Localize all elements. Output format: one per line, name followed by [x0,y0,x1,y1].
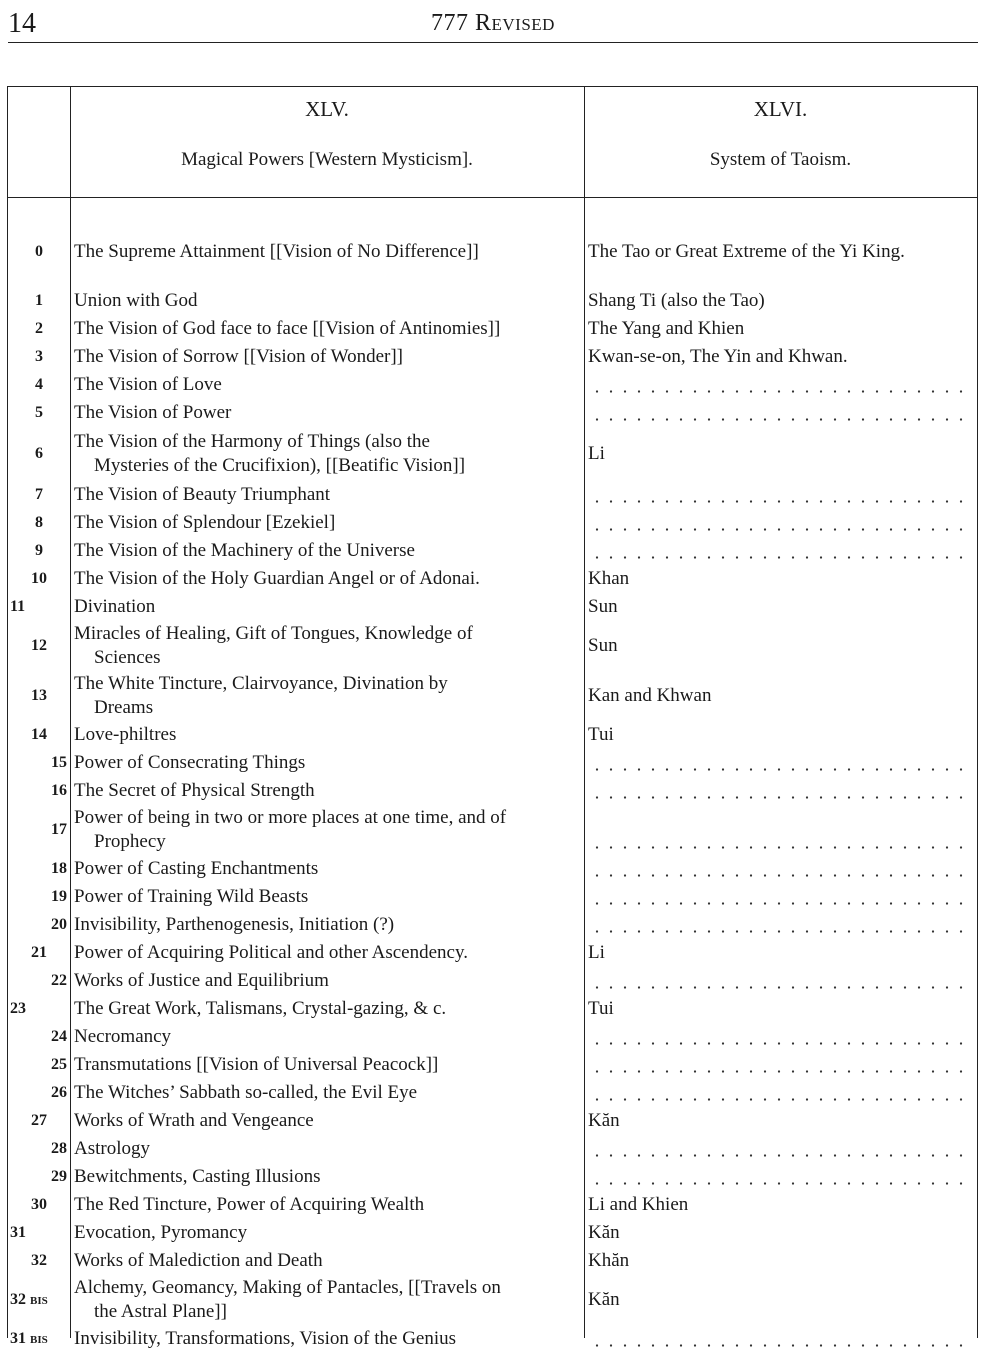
dotted-leader [588,1325,976,1353]
magical-power-line: The Vision of Splendour [Ezekiel] [74,512,336,533]
magical-power-line: Power of Consecrating Things [74,752,306,773]
magical-power-cell [74,749,582,777]
table-header [8,87,977,198]
row-key: 20 [51,916,67,933]
row-key: 22 [51,972,67,989]
table-row [8,1135,977,1163]
table-row [8,1219,977,1247]
magical-power-cell [74,1191,582,1219]
table-row [8,1191,977,1219]
row-key: 25 [51,1056,67,1073]
magical-power-cell [74,315,582,343]
taoism-cell: Tui [588,998,614,1019]
row-key: 21 [31,944,47,961]
magical-power-cell [74,621,582,671]
magical-power-cell [74,371,582,399]
dotted-leader [588,777,976,805]
magical-power-line: Miracles of Healing, Gift of Tongues, Knowledge of [74,623,473,644]
magical-power-line: Invisibility, Parthenogenesis, Initiation (?) [74,914,395,935]
magical-power-line: Power of Acquiring Political and other Ascendency. [74,942,468,963]
magical-power-cell [74,777,582,805]
taoism-cell: Khăn [588,1250,630,1271]
magical-power-cell [74,287,582,315]
table-row [8,287,977,315]
taoism-cell: Tui [588,724,614,745]
row-key: 12 [31,637,47,654]
table-row [8,537,977,565]
row-key: 10 [31,570,47,587]
magical-power-cell [74,805,582,855]
row-key: 32 [31,1252,47,1269]
row-key: 3 [35,348,43,365]
running-title: 777 Revised [431,10,555,36]
magical-power-line: the Astral Plane]] [94,1301,227,1322]
magical-power-line: The Vision of the Holy Guardian Angel or of Adonai. [74,568,480,589]
table-row [8,1023,977,1051]
dotted-leader [588,911,976,939]
magical-power-cell [74,593,582,621]
magical-power-cell [74,227,582,277]
table-row [8,1163,977,1191]
magical-power-line: The Vision of Sorrow [[Vision of Wonder]] [74,346,403,367]
row-key: 17 [51,821,67,838]
magical-power-line: The Great Work, Talismans, Crystal-gazing, & c. [74,998,447,1019]
column-header-magical-powers [70,87,584,197]
table-row [8,967,977,995]
row-key: 26 [51,1084,67,1101]
table-row [8,911,977,939]
magical-power-cell [74,427,582,481]
magical-power-line: The White Tincture, Clairvoyance, Divination by [74,673,448,694]
magical-power-line: The Vision of the Machinery of the Universe [74,540,415,561]
taoism-cell: Sun [588,635,618,656]
row-key: 19 [51,888,67,905]
row-key: 31 [10,1224,26,1241]
magical-power-cell [74,1325,582,1353]
magical-power-line: Bewitchments, Casting Illusions [74,1166,321,1187]
magical-power-cell [74,565,582,593]
magical-power-line: The Vision of Love [74,374,222,395]
magical-power-cell [74,1079,582,1107]
table-row [8,509,977,537]
row-key: 7 [35,486,43,503]
magical-power-cell [74,1051,582,1079]
column-number: XLVI. [753,97,808,121]
taoism-cell: Sun [588,596,618,617]
magical-power-line: Alchemy, Geomancy, Making of Pantacles, [[Travels on [74,1277,501,1298]
table-row [8,227,977,277]
magical-power-line: Works of Justice and Equilibrium [74,970,329,991]
row-key: 29 [51,1168,67,1185]
page-header [8,4,978,43]
dotted-leader [588,749,976,777]
dotted-leader [588,481,976,509]
dotted-leader [588,883,976,911]
table-row [8,939,977,967]
magical-power-line: The Secret of Physical Strength [74,780,315,801]
magical-power-line: Mysteries of the Crucifixion), [[Beatific Vision]] [94,455,466,476]
table-row [8,721,977,749]
taoism-cell: Shang Ti (also the Tao) [588,290,765,311]
table-row [8,1247,977,1275]
magical-power-line: Evocation, Pyromancy [74,1222,248,1243]
table-row [8,593,977,621]
dotted-leader [588,1135,976,1163]
dotted-leader [588,1023,976,1051]
magical-power-line: Works of Malediction and Death [74,1250,323,1271]
row-key: 18 [51,860,67,877]
magical-power-cell [74,967,582,995]
row-key: 31 bis [10,1330,48,1347]
taoism-cell: Kan and Khwan [588,685,712,706]
magical-power-cell [74,721,582,749]
table-row [8,1325,977,1353]
magical-power-cell [74,1107,582,1135]
taoism-cell: The Yang and Khien [588,318,745,339]
magical-power-line: Sciences [94,647,161,668]
row-key: 1 [35,292,43,309]
magical-power-line: The Red Tincture, Power of Acquiring Wealth [74,1194,425,1215]
magical-power-cell [74,883,582,911]
magical-power-cell [74,911,582,939]
row-key: 11 [10,598,26,615]
table-row [8,481,977,509]
taoism-cell: Kăn [588,1110,620,1131]
row-key: 27 [31,1112,47,1129]
table-row [8,1079,977,1107]
column-title: Magical Powers [Western Mysticism]. [181,149,473,170]
magical-power-line: Power of Training Wild Beasts [74,886,309,907]
magical-power-cell [74,1275,582,1325]
taoism-cell: Kăn [588,1289,620,1310]
magical-power-line: The Vision of Power [74,402,232,423]
row-key: 5 [35,404,43,421]
dotted-leader [588,805,976,855]
row-key: 8 [35,514,43,531]
correspondence-table [7,86,978,1349]
table-row [8,749,977,777]
magical-power-line: Invisibility, Transformations, Vision of the Genius [74,1328,457,1349]
magical-power-cell [74,1163,582,1191]
row-key: 13 [31,687,47,704]
magical-power-cell [74,1247,582,1275]
magical-power-line: The Vision of Beauty Triumphant [74,484,331,505]
row-key: 23 [10,1000,26,1017]
table-row [8,671,977,721]
row-key: 15 [51,754,67,771]
dotted-leader [588,537,976,565]
magical-power-cell [74,995,582,1023]
magical-power-cell [74,509,582,537]
table-row [8,427,977,481]
row-key: 32 bis [10,1291,48,1308]
row-key: 6 [35,445,43,462]
row-key: 2 [35,320,43,337]
table-row [8,855,977,883]
magical-power-cell [74,1219,582,1247]
row-key: 30 [31,1196,47,1213]
magical-power-cell [74,481,582,509]
table-row [8,315,977,343]
row-key: 4 [35,376,43,393]
magical-power-cell [74,1135,582,1163]
magical-power-line: The Vision of God face to face [[Vision of Antinomies]] [74,318,501,339]
dotted-leader [588,1051,976,1079]
row-key: 0 [35,243,43,260]
table-row [8,777,977,805]
row-key: 9 [35,542,43,559]
magical-power-line: Power of being in two or more places at one time, and of [74,807,507,828]
magical-power-line: Astrology [74,1138,150,1159]
dotted-leader [588,1163,976,1191]
page-number: 14 [8,8,36,39]
magical-power-line: The Witches’ Sabbath so-called, the Evil Eye [74,1082,418,1103]
magical-power-cell [74,855,582,883]
taoism-cell: Khan [588,568,630,589]
magical-power-cell [74,537,582,565]
table-row [8,399,977,427]
magical-power-line: Power of Casting Enchantments [74,858,319,879]
column-header-taoism [584,87,977,197]
column-title: System of Taoism. [709,149,852,170]
row-key: 14 [31,726,47,743]
taoism-cell: Li [588,443,605,464]
table-row [8,1107,977,1135]
magical-power-cell [74,671,582,721]
magical-power-line: The Supreme Attainment [[Vision of No Difference]] [74,241,479,262]
magical-power-line: Union with God [74,290,198,311]
table-row [8,883,977,911]
magical-power-line: Divination [74,596,156,617]
table-row [8,621,977,671]
taoism-cell: Li [588,942,605,963]
table-row [8,1051,977,1079]
dotted-leader [588,855,976,883]
magical-power-line: Necromancy [74,1026,172,1047]
magical-power-line: Transmutations [[Vision of Universal Peacock]] [74,1054,439,1075]
table-row [8,565,977,593]
row-key: 28 [51,1140,67,1157]
table-row [8,343,977,371]
dotted-leader [588,371,976,399]
magical-power-line: Dreams [94,697,154,718]
magical-power-cell [74,1023,582,1051]
magical-power-line: The Vision of the Harmony of Things (also the [74,431,430,452]
dotted-leader [588,399,976,427]
row-key: 24 [51,1028,67,1045]
table-row [8,1275,977,1325]
dotted-leader [588,967,976,995]
taoism-cell: Kăn [588,1222,620,1243]
taoism-cell: Li and Khien [588,1194,689,1215]
taoism-cell: The Tao or Great Extreme of the Yi King. [588,241,905,262]
magical-power-line: Works of Wrath and Vengeance [74,1110,314,1131]
column-number: XLV. [305,97,349,121]
taoism-cell: Kwan-se-on, The Yin and Khwan. [588,346,848,367]
table-row [8,995,977,1023]
row-key: 16 [51,782,67,799]
dotted-leader [588,509,976,537]
table-row [8,371,977,399]
magical-power-cell [74,343,582,371]
dotted-leader [588,1079,976,1107]
table-row [8,805,977,855]
magical-power-cell [74,399,582,427]
magical-power-line: Love-philtres [74,724,177,745]
magical-power-line: Prophecy [94,831,166,852]
magical-power-cell [74,939,582,967]
